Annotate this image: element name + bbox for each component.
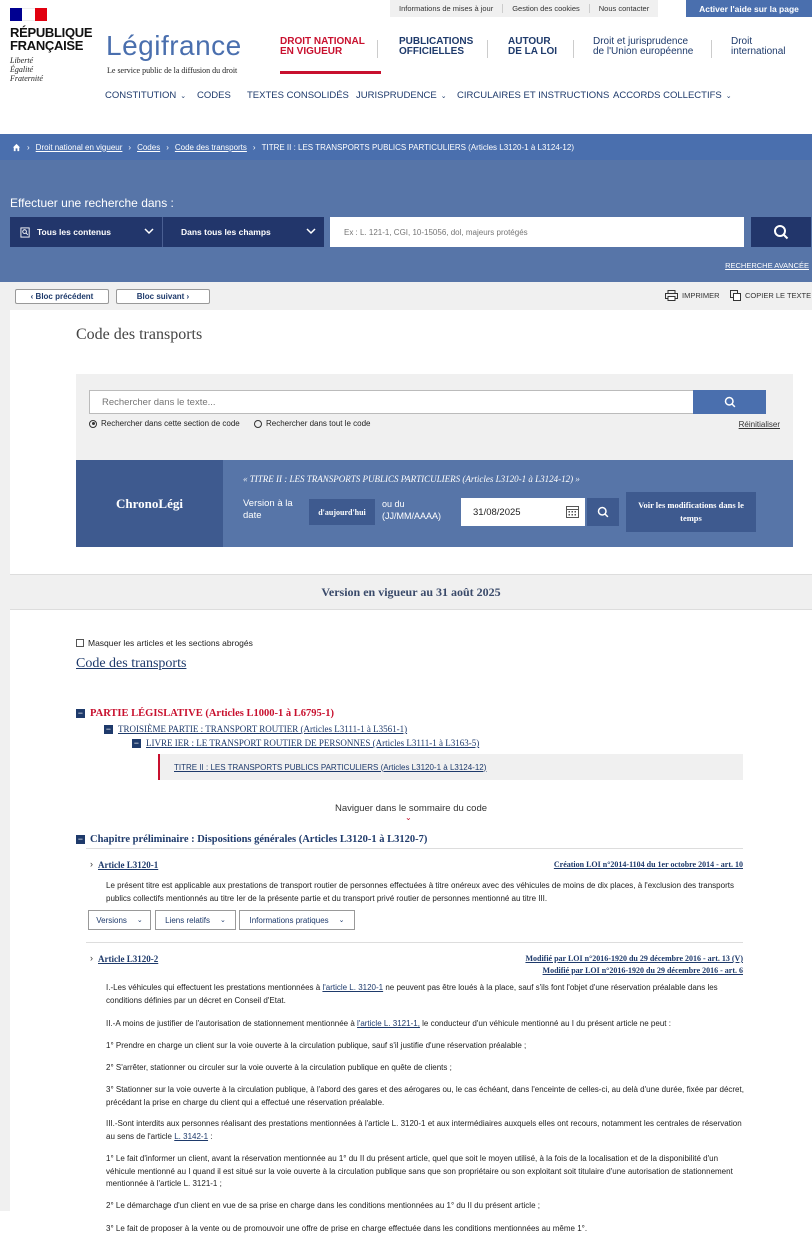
- text-search-input[interactable]: [89, 390, 695, 414]
- scope-select[interactable]: Tous les contenus: [10, 217, 162, 247]
- collapse-icon[interactable]: −: [133, 737, 140, 748]
- nav-droit-international[interactable]: Droit international: [731, 36, 786, 57]
- cookies-link[interactable]: Gestion des cookies: [503, 4, 590, 13]
- chrono-section-title: « TITRE II : LES TRANSPORTS PUBLICS PARTICULIERS (Articles L3120-1 à L3124-12) »: [243, 474, 580, 484]
- field-select[interactable]: Dans tous les champs: [162, 217, 324, 247]
- text-search-button[interactable]: [693, 390, 766, 414]
- toc-level4-current[interactable]: TITRE II : LES TRANSPORTS PUBLICS PARTICULIERS (Articles L3120-1 à L3124-12): [158, 754, 743, 780]
- previous-block-button[interactable]: ‹ Bloc précédent: [15, 289, 109, 304]
- article-paragraph: I.-Les véhicules qui effectuent les prestations mentionnées à l'article L. 3120-1 ne peuvent pas être loués à la place, sauf s'ils font l'objet d'une réservation préalable dans les conditions définies par un décret en Conseil d'Etat.: [106, 983, 718, 1005]
- republique-francaise-logo[interactable]: [10, 8, 100, 83]
- home-icon[interactable]: [12, 143, 21, 152]
- collapse-icon[interactable]: −: [77, 834, 84, 844]
- reset-link[interactable]: Réinitialiser: [738, 420, 780, 429]
- chevron-down-icon: [306, 226, 316, 236]
- article-l3120-1-text: Le présent titre est applicable aux prestations de transport routier de personnes effectuées à titre onéreux avec des véhicules de moins de dix places, à l'exclusion des transports publics collectifs mentionnés au titre Ier de la présente partie et du transport privé routier de personnes mentionné au titre III.: [106, 881, 734, 903]
- chapter-heading[interactable]: − Chapitre préliminaire : Dispositions générales (Articles L3120-1 à L3120-7): [77, 834, 428, 845]
- article-paragraph: 2° Le démarchage d'un client en vue de sa prise en charge dans les conditions mentionnées au 1° du II du présent article ;: [106, 1201, 540, 1210]
- article-paragraph: 3° Le fait de proposer à la vente ou de promouvoir une offre de prise en charge effectuée dans les conditions mentionnées au même 1°.: [106, 1224, 588, 1233]
- calendar-icon[interactable]: [566, 505, 579, 518]
- search-icon: [597, 506, 609, 518]
- search-input[interactable]: [330, 217, 744, 247]
- navigate-summary-link[interactable]: Naviguer dans le sommaire du code: [334, 803, 488, 814]
- breadcrumb-droit-national[interactable]: Droit national en vigueur: [35, 142, 123, 152]
- chevron-down-icon: ⌄: [180, 93, 187, 100]
- versions-button[interactable]: Versions ⌄: [88, 910, 151, 930]
- chevron-down-icon: ⌄: [220, 917, 226, 924]
- nav-publications[interactable]: PUBLICATIONS OFFICIELLES: [399, 36, 474, 57]
- subnav-constitution[interactable]: CONSTITUTION ⌄: [105, 90, 187, 101]
- subnav-codes[interactable]: CODES: [197, 90, 231, 101]
- mask-abrogated-checkbox[interactable]: Masquer les articles et les sections abrogés: [76, 638, 253, 648]
- nav-droit-ue[interactable]: Droit et jurisprudence de l'Union européenne: [593, 36, 694, 57]
- expand-arrow-icon[interactable]: ›: [90, 859, 93, 869]
- article-paragraph: 1° Prendre en charge un client sur la voie ouverte à la circulation publique, sauf s'il justifie d'une réservation préalable ;: [106, 1041, 527, 1050]
- toc-level2[interactable]: − TROISIÈME PARTIE : TRANSPORT ROUTIER (Articles L3111-1 à L3561-1): [105, 723, 408, 734]
- updates-link[interactable]: Informations de mises à jour: [390, 4, 503, 13]
- subnav-jurisprudence[interactable]: JURISPRUDENCE ⌄: [356, 90, 447, 101]
- chronolegi-label: ChronoLégi: [76, 460, 223, 547]
- article-ref-link[interactable]: l'article L. 3120-1: [322, 983, 384, 992]
- copy-text-button[interactable]: COPIER LE TEXTE: [730, 290, 811, 301]
- article-l3120-1-title[interactable]: Article L3120-1: [98, 860, 159, 870]
- printer-icon: [665, 290, 678, 301]
- article-paragraph: III.-Sont interdits aux personnes réalisant des prestations mentionnées à l'article L. 3120-1 et aux intermédiaires auxquels elles ont recours, notamment les centrales de réservation au sens de l'article L. 3142-1 :: [106, 1119, 742, 1141]
- date-search-button[interactable]: [587, 498, 619, 526]
- document-toolbar: [0, 282, 812, 310]
- checkbox-icon: [76, 639, 84, 647]
- breadcrumb-code-transports[interactable]: Code des transports: [174, 142, 247, 152]
- chevron-down-icon: ⌄: [725, 93, 732, 100]
- practical-info-button[interactable]: Informations pratiques ⌄: [239, 910, 355, 930]
- republic-motto: Liberté Égalité Fraternité: [10, 56, 43, 83]
- or-date-label: ou du (JJ/MM/AAAA): [382, 499, 442, 521]
- search-band: [0, 160, 812, 282]
- article-l3120-1-creation[interactable]: Création LOI n°2014-1104 du 1er octobre 2014 - art. 10: [553, 860, 743, 869]
- article-paragraph: 3° Stationner sur la voie ouverte à la circulation publique, à l'abord des gares et des aérogares ou, le cas échéant, dans l'enceinte de celles-ci, au delà d'une durée, fixée par décret, précédant la prise en charge du client qui a effectué une réservation préalable.: [106, 1085, 744, 1107]
- related-links-button[interactable]: Liens relatifs ⌄: [155, 910, 236, 930]
- republic-name: RÉPUBLIQUE FRANÇAISE: [10, 25, 93, 53]
- subnav-textes-consolides[interactable]: TEXTES CONSOLIDÉS: [247, 90, 349, 101]
- article-ref-link[interactable]: L. 3142-1: [174, 1131, 209, 1141]
- toc-level1[interactable]: − PARTIE LÉGISLATIVE (Articles L1000-1 à L6795-1): [77, 708, 334, 719]
- version-in-force: Version en vigueur au 31 août 2025: [10, 574, 812, 610]
- nav-autour-loi[interactable]: AUTOUR DE LA LOI: [508, 36, 558, 57]
- breadcrumb-current: TITRE II : LES TRANSPORTS PUBLICS PARTICULIERS (Articles L3120-1 à L3124-12): [261, 142, 574, 152]
- chevron-down-icon: ⌄: [136, 917, 143, 924]
- activate-help-button[interactable]: Activer l'aide sur la page: [686, 0, 812, 17]
- modification-link[interactable]: Modifié par LOI n°2016-1920 du 29 décembre 2016 - art. 13 (V): [525, 954, 743, 963]
- toc-level3[interactable]: − LIVRE IER : LE TRANSPORT ROUTIER DE PERSONNES (Articles L3111-1 à L3163-5): [133, 737, 480, 748]
- expand-arrow-icon[interactable]: ›: [90, 953, 93, 963]
- article-l3120-2-title[interactable]: Article L3120-2: [98, 954, 159, 964]
- site-title[interactable]: Légifrance: [106, 30, 242, 61]
- radio-search-all[interactable]: Rechercher dans tout le code: [254, 419, 371, 428]
- search-title: Effectuer une recherche dans :: [10, 196, 174, 210]
- code-title: Code des transports: [76, 326, 203, 343]
- subnav-circulaires[interactable]: CIRCULAIRES ET INSTRUCTIONS: [457, 90, 610, 101]
- active-nav-underline: [280, 71, 381, 74]
- document-search-icon: [20, 227, 31, 238]
- article-paragraph: 1° Le fait d'informer un client, avant la réservation mentionnée au 1° du II du présent article, quel que soit le moyen utilisé, à la fois de la localisation et de la disponibilité d'un véhicule mentionné au I quand il est situé sur la voie ouverte à la circulation publique sans que son propriétaire ou son exploitant soit titulaire d'une autorisation de stationnement mentionnée à l'article L. 3121-1 ;: [106, 1154, 733, 1188]
- chronolegi-panel: [76, 460, 793, 547]
- search-icon: [724, 396, 736, 408]
- search-button[interactable]: [751, 217, 811, 247]
- toc-title[interactable]: Code des transports: [76, 656, 187, 671]
- local-search-box: [76, 374, 793, 460]
- top-utility-links: [390, 0, 658, 17]
- collapse-icon[interactable]: −: [105, 723, 112, 734]
- print-button[interactable]: IMPRIMER: [665, 290, 720, 301]
- breadcrumb-codes[interactable]: Codes: [137, 142, 161, 152]
- search-icon: [773, 224, 789, 240]
- next-block-button[interactable]: Bloc suivant ›: [116, 289, 210, 304]
- article-paragraph: II.-A moins de justifier de l'autorisation de stationnement mentionnée à l'article L. 3121-1, le conducteur d'un véhicule mentionné au I du présent article ne peut :: [106, 1019, 671, 1028]
- today-button[interactable]: d'aujourd'hui: [309, 499, 375, 525]
- modification-link[interactable]: Modifié par LOI n°2016-1920 du 29 décembre 2016 - art. 6: [542, 966, 743, 975]
- copy-icon: [730, 290, 741, 301]
- article-l3120-2-modifications: [525, 953, 743, 977]
- site-header: [0, 0, 812, 134]
- collapse-icon[interactable]: −: [77, 708, 84, 718]
- nav-droit-national[interactable]: DROIT NATIONAL EN VIGUEUR: [280, 36, 365, 57]
- site-tagline: Le service public de la diffusion du droit: [107, 66, 238, 75]
- chevron-down-icon: [144, 226, 154, 236]
- view-modifications-button[interactable]: Voir les modifications dans le temps: [626, 492, 756, 532]
- document-card: [10, 310, 812, 1233]
- chevron-down-icon: ⌄: [440, 93, 447, 100]
- article-ref-link[interactable]: l'article L. 3121-1,: [357, 1019, 420, 1028]
- french-flag-icon: [10, 8, 47, 21]
- breadcrumb: › Droit national en vigueur › Codes › Code des transports › TITRE II : LES TRANSPORTS PUBLICS PARTICULIERS (Articles L3120-1 à L3124-12): [0, 134, 812, 160]
- subnav-accords-collectifs[interactable]: ACCORDS COLLECTIFS ⌄: [613, 90, 732, 101]
- chevron-down-icon: ⌄: [338, 917, 345, 924]
- radio-search-section[interactable]: Rechercher dans cette section de code: [89, 419, 240, 428]
- contact-link[interactable]: Nous contacter: [598, 4, 650, 13]
- chevron-down-icon: ⌄: [405, 813, 412, 822]
- advanced-search-link[interactable]: RECHERCHE AVANCÉE: [725, 261, 809, 270]
- article-paragraph: 2° S'arrêter, stationner ou circuler sur la voie ouverte à la circulation publique en quête de clients ;: [106, 1063, 452, 1072]
- date-input[interactable]: 31/08/2025: [461, 498, 585, 526]
- version-date-label: Version à la date: [243, 498, 293, 521]
- content-area: [0, 282, 812, 1233]
